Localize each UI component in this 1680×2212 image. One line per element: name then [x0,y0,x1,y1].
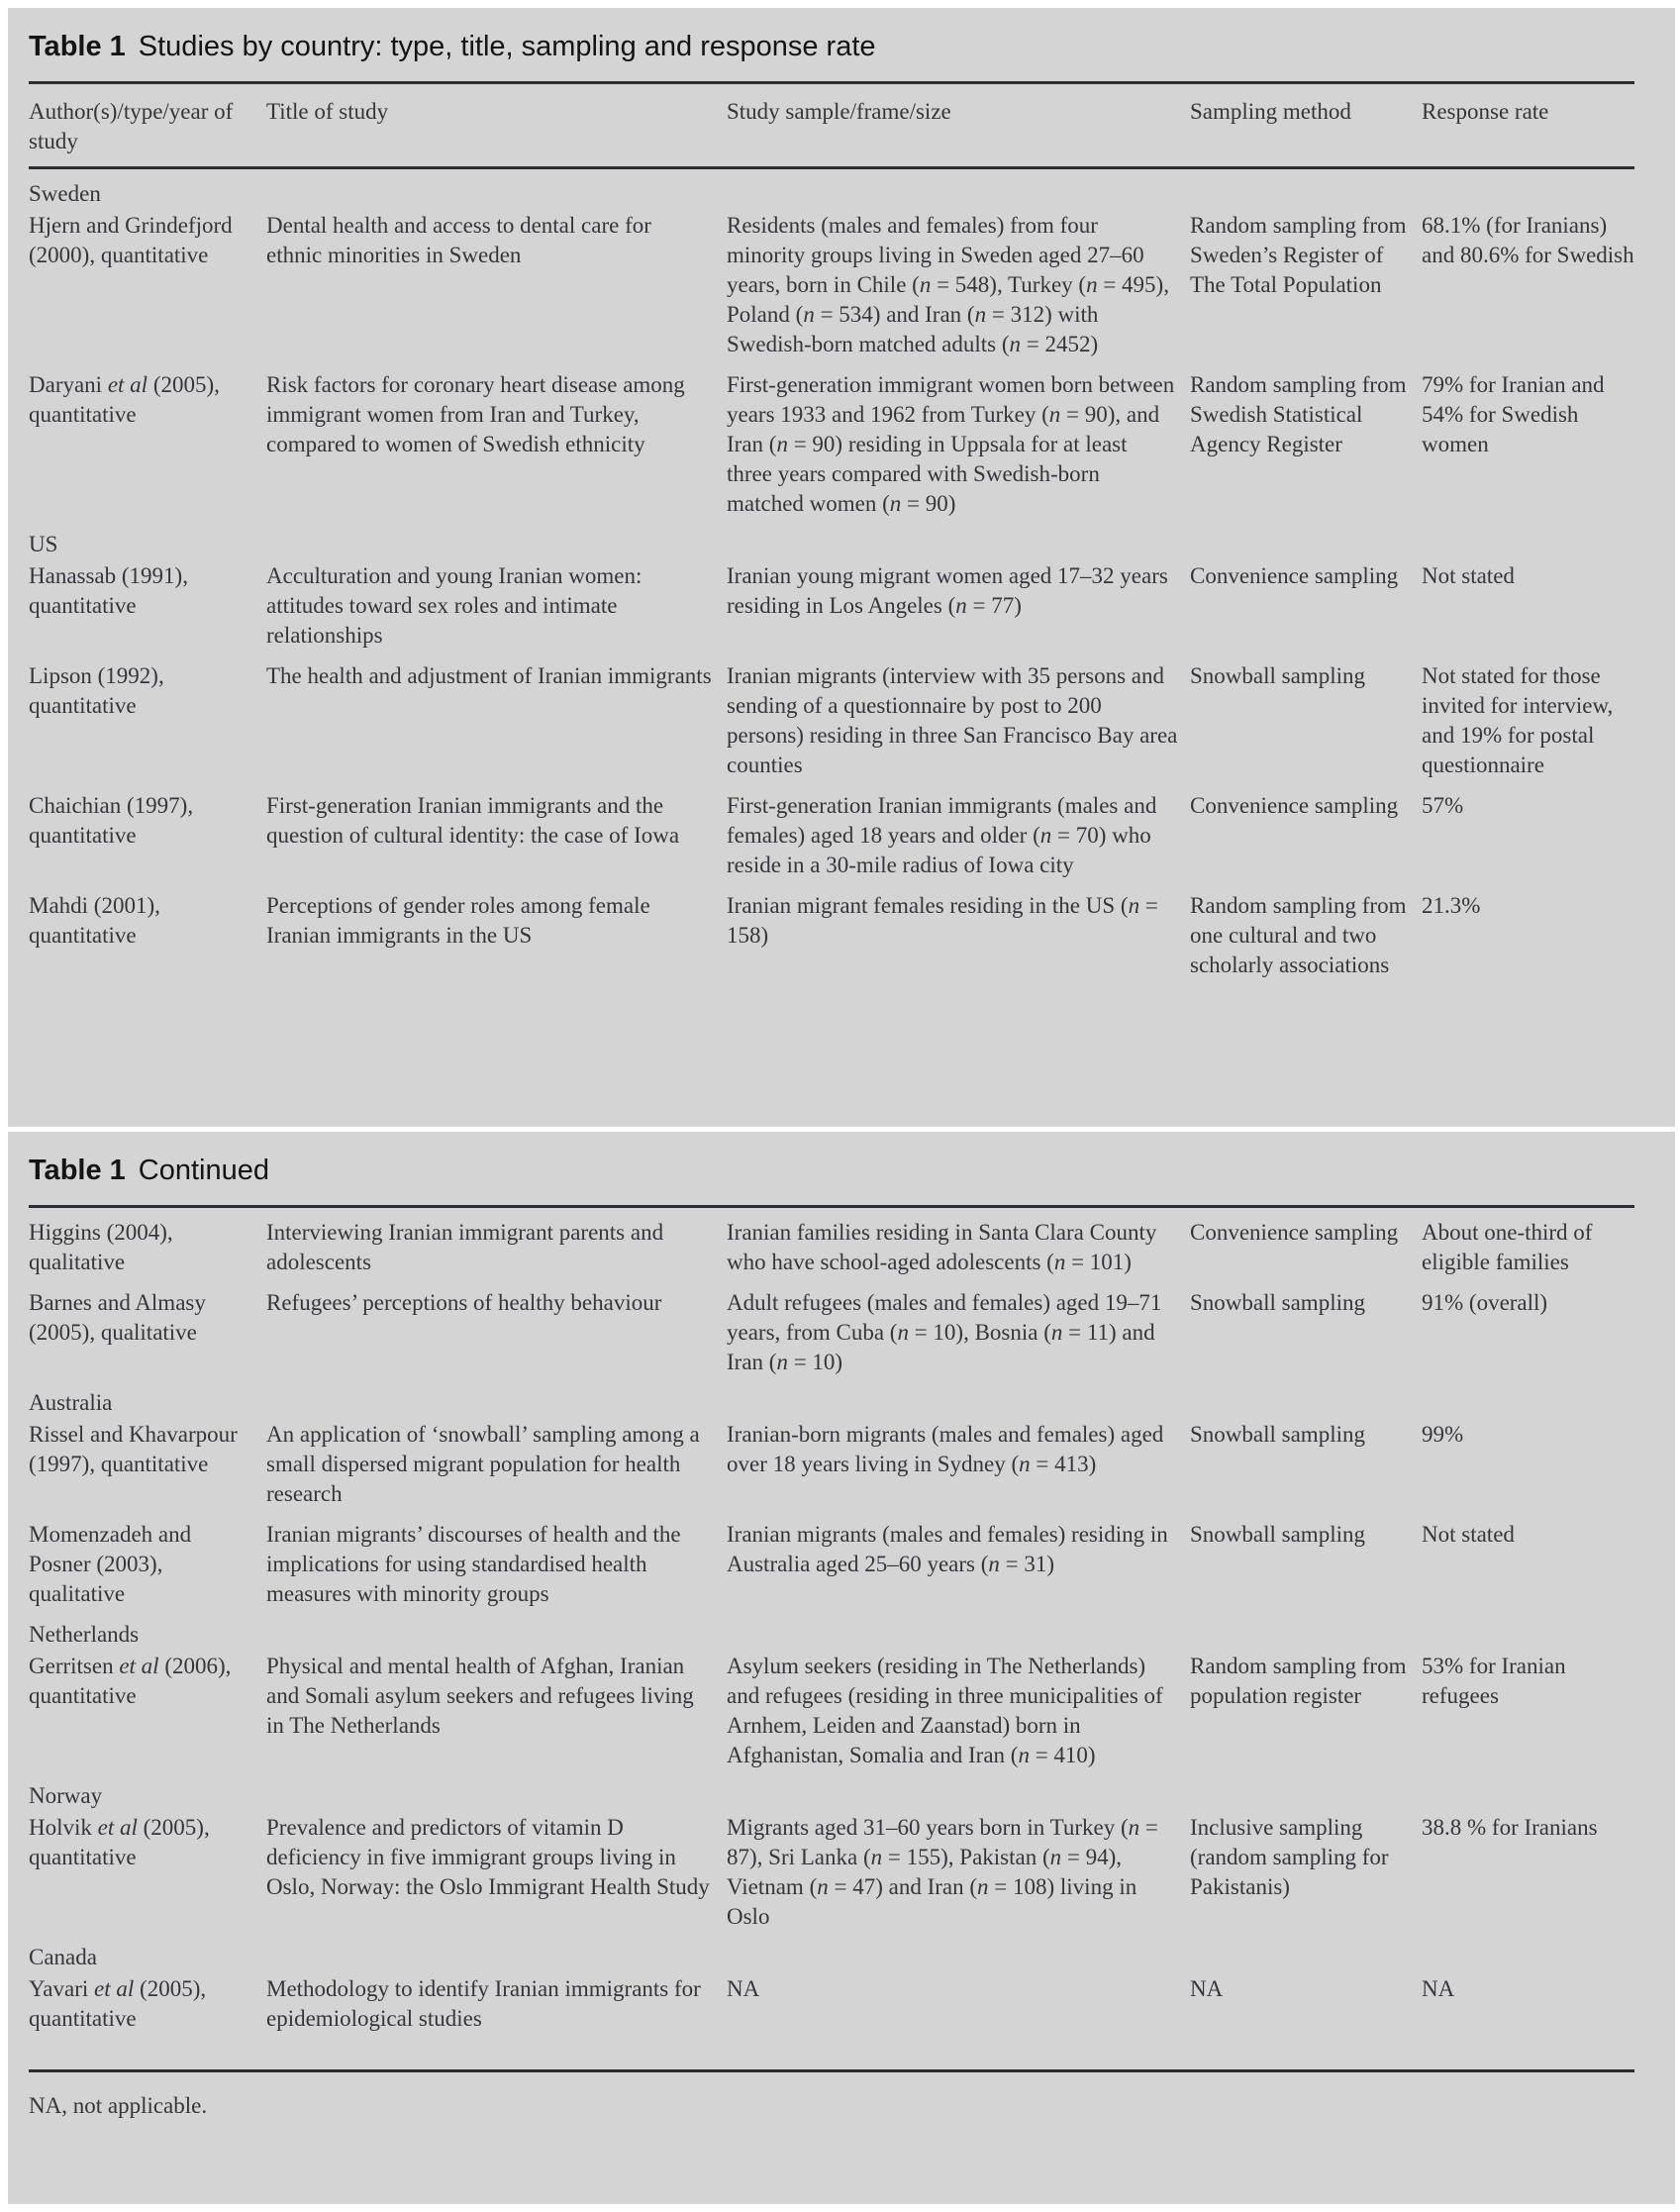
author-cell: Barnes and Almasy (2005), qualitative [29,1290,206,1345]
sample-cell: Residents (males and females) from four minority groups living in Sweden aged 27–60 years, born in Chile (n = 548), Turkey (n = 495), Poland (n = 534) and Iran (n = 312) with Swedish-born matched adults (n = 2452) [727,213,1169,356]
sampling-cell: Snowball sampling [1190,1422,1365,1447]
title-cell: Acculturation and young Iranian women: attitudes toward sex roles and intimate relationships [266,563,642,648]
title-cell: An application of ‘snowball’ sampling among a small dispersed migrant population for health research [266,1422,700,1506]
author-cell: Hanassab (1991), quantitative [29,563,188,618]
country-row [29,1943,1634,1972]
author-cell: Higgins (2004), qualitative [29,1220,173,1274]
title-cell: Prevalence and predictors of vitamin D deficiency in five immigrant groups living in Oslo, Norway: the Oslo Immigrant Health Study [266,1815,710,1899]
country-label: Norway [29,1783,103,1808]
country-row [29,530,1634,559]
sample-cell: Adult refugees (males and females) aged 19–71 years, from Cuba (n = 10), Bosnia (n = 11) and Iran (n = 10) [727,1290,1162,1374]
response-cell: 38.8 % for Iranians [1422,1815,1598,1840]
table-1-continued-label: Table 1 [29,1155,126,1186]
country-row [29,1388,1634,1418]
response-cell: About one-third of eligible families [1422,1220,1593,1274]
table-1-caption [29,8,1634,81]
author-cell: Lipson (1992), quantitative [29,663,164,718]
study-row [29,1520,1634,1609]
sampling-cell: Snowball sampling [1190,1522,1365,1547]
sample-cell: Iranian migrant females residing in the US (n = 158) [727,893,1158,948]
sample-cell: Migrants aged 31–60 years born in Turkey (n = 87), Sri Lanka (n = 155), Pakistan (n = 94), Vietnam (n = 47) and Iran (n = 108) living in Oslo [727,1815,1158,1929]
sample-cell: First-generation immigrant women born between years 1933 and 1962 from Turkey (n = 90), and Iran (n = 90) residing in Uppsala for at least three years compared with Swedish-born matched women (n = 90) [727,372,1175,516]
sampling-cell: Random sampling from Sweden’s Register of The Total Population [1190,213,1407,297]
response-cell: 68.1% (for Iranians) and 80.6% for Swedish [1422,213,1634,267]
table-footnote: NA, not applicable. [29,2093,208,2118]
table-1-continued-panel [8,1132,1675,2204]
table-1-continued-title-text: Continued [138,1155,269,1186]
response-cell: Not stated for those invited for interview, and 19% for postal questionnaire [1422,663,1614,777]
response-cell: NA [1422,1976,1455,2001]
country-label: US [29,532,58,556]
author-cell: Chaichian (1997), quantitative [29,793,194,848]
study-row [29,1420,1634,1509]
title-cell: The health and adjustment of Iranian immigrants [266,663,712,688]
country-label: Netherlands [29,1622,140,1647]
country-label: Canada [29,1945,97,1969]
study-row [29,1288,1634,1377]
title-cell: Perceptions of gender roles among female Iranian immigrants in the US [266,893,650,948]
table-1-continued-rows [29,1208,1634,2034]
author-cell: Yavari et al (2005), quantitative [29,1976,207,2031]
title-cell: Dental health and access to dental care for ethnic minorities in Sweden [266,213,651,267]
author-cell: Daryani et al (2005), quantitative [29,372,220,427]
table-1-label: Table 1 [29,31,126,62]
table-1-title-text: Studies by country: type, title, sampling and response rate [138,31,876,62]
author-cell: Rissel and Khavarpour (1997), quantitative [29,1422,238,1476]
sampling-cell: Convenience sampling [1190,1220,1399,1245]
column-header-3: Study sample/frame/size [727,99,951,124]
title-cell: Physical and mental health of Afghan, Iranian and Somali asylum seekers and refugees living in The Netherlands [266,1654,694,1738]
author-cell: Momenzadeh and Posner (2003), qualitative [29,1522,192,1606]
sample-cell: Iranian migrants (males and females) residing in Australia aged 25–60 years (n = 31) [727,1522,1168,1576]
sample-cell: NA [727,1976,760,2001]
table-1-rows [29,169,1634,980]
sampling-cell: Snowball sampling [1190,663,1365,688]
sampling-cell: Convenience sampling [1190,563,1399,588]
title-cell: Iranian migrants’ discourses of health and the implications for using standardised health measures with minority groups [266,1522,681,1606]
author-cell: Gerritsen et al (2006), quantitative [29,1654,232,1708]
title-cell: Methodology to identify Iranian immigrants for epidemiological studies [266,1976,701,2031]
author-cell: Hjern and Grindefjord (2000), quantitative [29,213,233,267]
column-header-5: Response rate [1422,99,1549,124]
table-1-panel [8,8,1675,1127]
sample-cell: Asylum seekers (residing in The Netherlands) and refugees (residing in three municipalities of Arnhem, Leiden and Zaanstad) born in Afghanistan, Somalia and Iran (n = 410) [727,1654,1163,1767]
sampling-cell: NA [1190,1976,1224,2001]
country-row [29,179,1634,209]
sample-cell: Iranian families residing in Santa Clara County who have school-aged adolescents (n = 101) [727,1220,1157,1274]
country-label: Sweden [29,181,101,206]
study-row [29,1813,1634,1932]
sample-cell: Iranian-born migrants (males and females) aged over 18 years living in Sydney (n = 413) [727,1422,1164,1476]
response-cell: 99% [1422,1422,1464,1447]
column-header-2: Title of study [266,99,389,124]
study-row [29,1974,1634,2034]
response-cell: 21.3% [1422,893,1481,918]
sample-cell: Iranian migrants (interview with 35 persons and sending of a questionnaire by post to 200 persons) residing in three San Francisco Bay area counties [727,663,1178,777]
sampling-cell: Inclusive sampling (random sampling for Pakistanis) [1190,1815,1389,1899]
study-row [29,211,1634,359]
column-header-4: Sampling method [1190,99,1351,124]
sampling-cell: Convenience sampling [1190,793,1399,818]
table-1-continued-caption [29,1132,1634,1205]
sampling-cell: Snowball sampling [1190,1290,1365,1315]
study-row [29,661,1634,780]
column-header-1: Author(s)/type/year of study [29,99,234,153]
response-cell: 79% for Iranian and 54% for Swedish women [1422,372,1605,456]
title-cell: First-generation Iranian immigrants and the question of cultural identity: the case of Iowa [266,793,680,848]
country-row [29,1781,1634,1811]
study-row [29,370,1634,519]
study-row [29,1218,1634,1277]
sample-cell: First-generation Iranian immigrants (males and females) aged 18 years and older (n = 70) who reside in a 30-mile radius of Iowa city [727,793,1157,877]
author-cell: Mahdi (2001), quantitative [29,893,160,948]
country-label: Australia [29,1390,113,1415]
title-cell: Interviewing Iranian immigrant parents and adolescents [266,1220,664,1274]
title-cell: Refugees’ perceptions of healthy behaviour [266,1290,662,1315]
sample-cell: Iranian young migrant women aged 17–32 years residing in Los Angeles (n = 77) [727,563,1168,618]
sampling-cell: Random sampling from Swedish Statistical Agency Register [1190,372,1407,456]
country-row [29,1620,1634,1650]
study-row [29,891,1634,980]
response-cell: 53% for Iranian refugees [1422,1654,1566,1708]
column-header-row [29,84,1634,166]
response-cell: 91% (overall) [1422,1290,1548,1315]
author-cell: Holvik et al (2005), quantitative [29,1815,210,1869]
response-cell: Not stated [1422,1522,1515,1547]
title-cell: Risk factors for coronary heart disease among immigrant women from Iran and Turkey, compared to women of Swedish ethnicity [266,372,685,456]
study-row [29,1652,1634,1770]
study-row [29,561,1634,651]
sampling-cell: Random sampling from population register [1190,1654,1407,1708]
study-row [29,791,1634,880]
response-cell: Not stated [1422,563,1515,588]
sampling-cell: Random sampling from one cultural and two scholarly associations [1190,893,1407,977]
response-cell: 57% [1422,793,1464,818]
